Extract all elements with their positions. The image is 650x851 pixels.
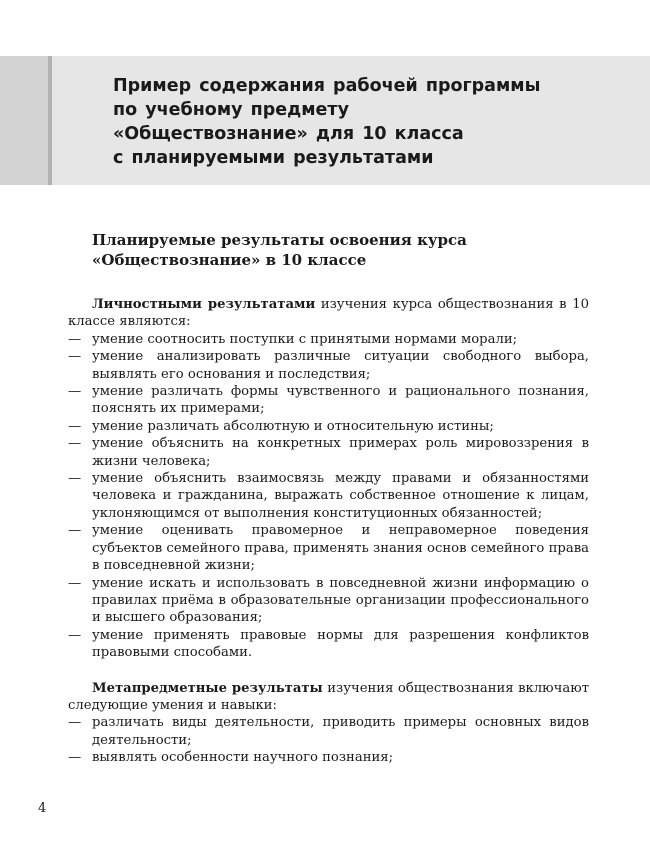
chapter-title-line: с планируемыми результатами — [113, 148, 434, 168]
meta-results-text: изучения обществознания включают следующие умения и навыки: — [68, 680, 589, 713]
personal-results-term: Личностными результатами — [92, 297, 316, 312]
list-item: — различать виды деятельности, приводить примеры основных видов деятельности; — [68, 714, 589, 749]
list-item: — умение различать абсолютную и относительную истины; — [68, 418, 589, 435]
chapter-title-line: по учебному предмету — [113, 100, 349, 120]
chapter-title — [113, 74, 593, 170]
personal-results-text: изучения курса обществознания в 10 классе являются: — [68, 297, 589, 330]
section-heading-line: «Обществознание» в 10 классе — [92, 251, 367, 269]
page-number: 4 — [38, 801, 47, 816]
meta-results-term: Метапредметные результаты — [92, 680, 323, 696]
banner-divider — [48, 56, 52, 185]
list-item: — умение объяснить на конкретных примерах роль мировоззрения в жизни человека; — [68, 435, 589, 470]
list-item: — умение анализировать различные ситуации свободного выбора, выявлять его основания и последствия; — [68, 348, 589, 383]
personal-results-list — [68, 331, 589, 662]
list-item: — выявлять особенности научного познания; — [68, 749, 589, 766]
section-heading — [92, 230, 589, 270]
list-item: — умение искать и использовать в повседневной жизни информацию о правилах приёма в образовательные организации профессионального и высшего образования; — [68, 575, 589, 627]
list-item: — умение объяснить взаимосвязь между правами и обязанностями человека и гражданина, выражать собственное отношение к лицам, уклоняющимся от выполнения конституционных обязанностей; — [68, 470, 589, 522]
personal-results-intro — [68, 296, 589, 331]
chapter-banner — [0, 56, 650, 185]
page-content — [68, 230, 589, 767]
meta-results-intro — [68, 680, 589, 715]
list-item: — умение соотносить поступки с принятыми нормами морали; — [68, 331, 589, 348]
list-item: — умение применять правовые нормы для разрешения конфликтов правовыми способами. — [68, 627, 589, 662]
list-item: — умение оценивать правомерное и неправомерное поведения субъектов семейного права, применять знания основ семейного права в повседневной жизни; — [68, 522, 589, 574]
section-heading-line: Планируемые результаты освоения курса — [92, 231, 467, 249]
meta-results-list — [68, 714, 589, 766]
list-item: — умение различать формы чувственного и рационального познания, пояснять их примерами; — [68, 383, 589, 418]
banner-side-block — [0, 56, 48, 185]
chapter-title-line: «Обществознание» для 10 класса — [113, 124, 464, 144]
chapter-title-line: Пример содержания рабочей программы — [113, 76, 541, 96]
